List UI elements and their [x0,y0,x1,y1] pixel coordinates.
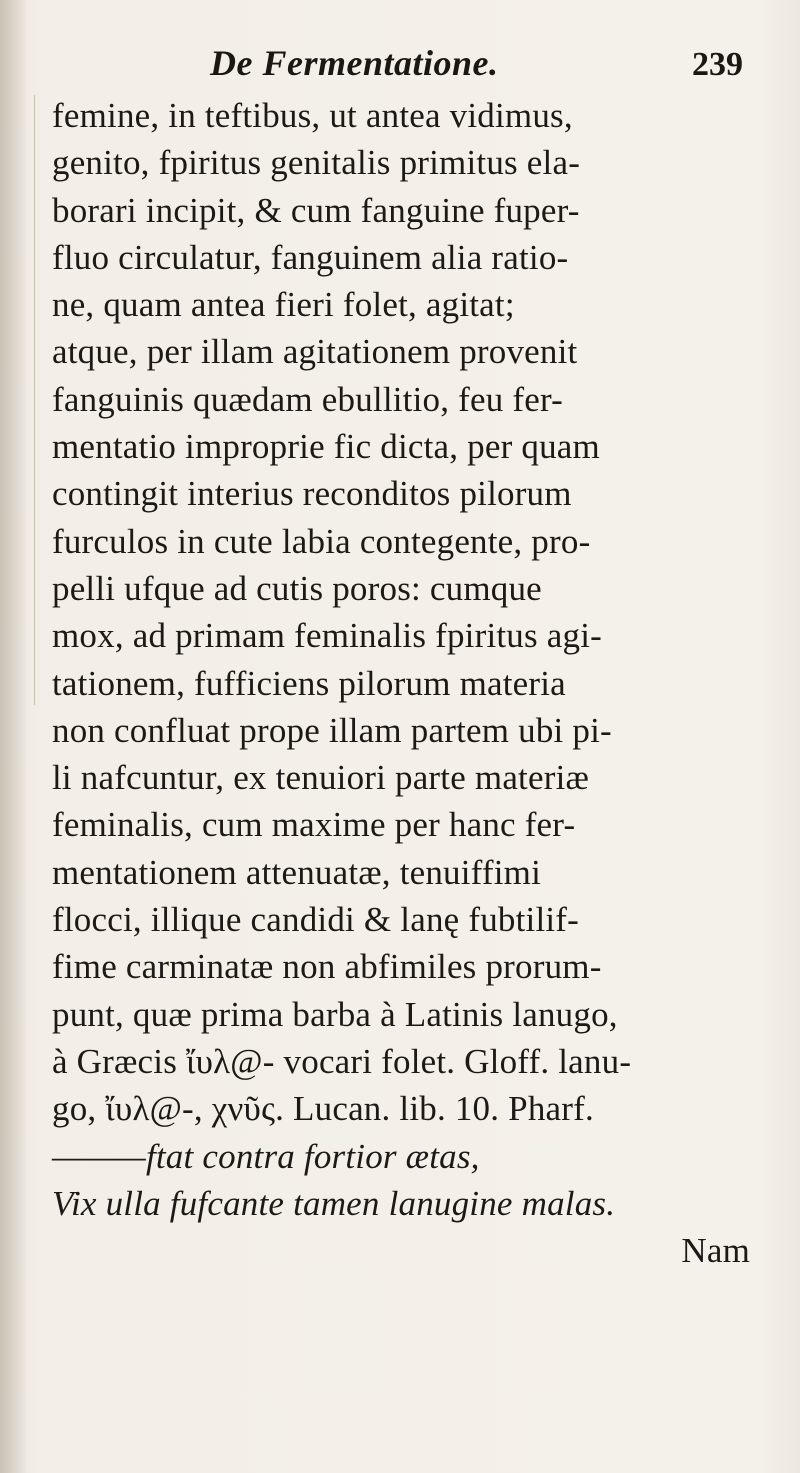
running-head: De Fermentatione. [210,43,499,83]
text-line: femine, in teftibus, ut antea vidimus, [52,96,573,135]
text-line: genito, fpiritus genitalis primitus ela- [52,143,581,183]
text-line: mentationem attenuatæ, tenuiffimi [52,852,542,892]
text-line: à Græcis ἴυλ@- vocari folet. Gloff. lanu- [52,1041,632,1081]
text-line: ne, quam antea fieri folet, agitat; [52,285,515,325]
text-line: tationem, fufficiens pilorum materia [52,663,566,703]
gutter-shadow [0,0,28,1473]
catchword: Nam [681,1231,750,1271]
text-line: flocci, illique candidi & lanę fubtilif- [52,900,580,940]
text-line: go, ἴυλ@-, χνῦς. Lucan. lib. 10. Pharf. [52,1089,594,1129]
verse-line: ———ftat contra fortior ætas, [52,1136,480,1176]
text-line: feminalis, cum maxime per hanc fer- [52,805,576,845]
text-line: furculos in cute labia contegente, pro- [52,521,591,561]
text-line: li nafcuntur, ex tenuiori parte materiæ [52,758,590,798]
text-line: fanguinis quædam ebullitio, feu fer- [52,379,563,419]
text-line: mox, ad primam feminalis fpiritus agi- [52,616,602,656]
page-number: 239 [692,46,743,83]
text-line: borari incipit, & cum fanguine fuper- [52,190,580,230]
text-line: non confluat prope illam partem ubi pi- [52,710,612,750]
page-header [0,42,800,92]
text-line: contingit interius reconditos pilorum [52,474,572,514]
body-text [52,92,792,1274]
verse-line: Vix ulla fufcante tamen lanugine malas. [52,1183,616,1223]
text-line: punt, quæ prima barba à Latinis lanugo, [52,994,618,1034]
text-line: atque, per illam agitationem provenit [52,332,578,372]
margin-rule [34,95,35,705]
text-line: fluo circulatur, fanguinem alia ratio- [52,237,569,277]
text-line: mentatio improprie fic dicta, per quam [52,427,600,467]
text-line: fime carminatæ non abfimiles prorum- [52,947,602,987]
text-line: pelli ufque ad cutis poros: cumque [52,568,542,608]
